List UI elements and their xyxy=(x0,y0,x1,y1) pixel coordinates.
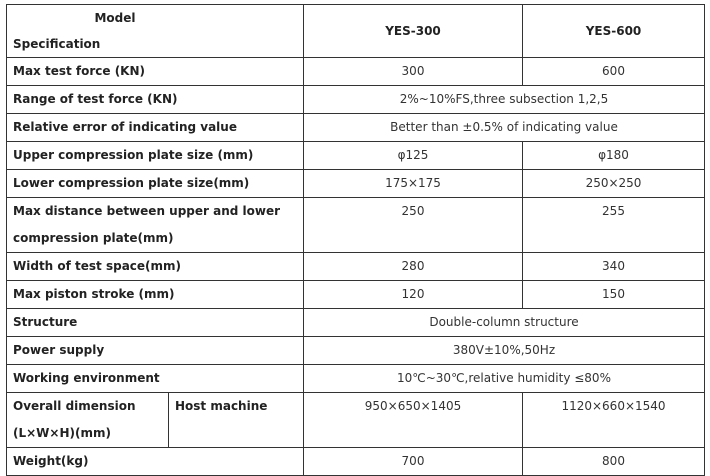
table-row xyxy=(7,365,705,393)
value-yes-600: 600 xyxy=(523,58,705,86)
row-label xyxy=(7,198,304,253)
row-label-line: compression plate(mm) xyxy=(13,231,174,245)
table-row xyxy=(7,309,705,337)
table-row xyxy=(7,142,705,170)
row-label: Width of test space(mm) xyxy=(7,253,304,281)
row-label: Max piston stroke (mm) xyxy=(7,281,304,309)
value-yes-600: 340 xyxy=(523,253,705,281)
header-row xyxy=(7,5,705,58)
table-row xyxy=(7,337,705,365)
row-label-line: Overall dimension xyxy=(13,399,136,413)
value-yes-300: 950×650×1405 xyxy=(304,393,523,448)
value-yes-300: 120 xyxy=(304,281,523,309)
value-yes-600: 250×250 xyxy=(523,170,705,198)
table-row xyxy=(7,86,705,114)
value-yes-300: 700 xyxy=(304,448,523,476)
row-label-line: (L×W×H)(mm) xyxy=(13,426,111,440)
table-row xyxy=(7,393,705,448)
value-yes-300: φ125 xyxy=(304,142,523,170)
table-row xyxy=(7,281,705,309)
value-yes-300: 300 xyxy=(304,58,523,86)
value-yes-600: φ180 xyxy=(523,142,705,170)
row-label: Working environment xyxy=(7,365,304,393)
row-label: Structure xyxy=(7,309,304,337)
value-yes-600: 150 xyxy=(523,281,705,309)
row-label: Max test force (KN) xyxy=(7,58,304,86)
specification-table xyxy=(6,4,705,476)
shared-value: Double-column structure xyxy=(304,309,705,337)
specification-heading: Specification xyxy=(13,37,101,51)
shared-value: 2%~10%FS,three subsection 1,2,5 xyxy=(304,86,705,114)
row-label: Power supply xyxy=(7,337,304,365)
value-yes-300: 280 xyxy=(304,253,523,281)
row-label xyxy=(7,393,169,448)
row-label-line: Max distance between upper and lower xyxy=(13,204,281,218)
row-label: Relative error of indicating value xyxy=(7,114,304,142)
row-label: Weight(kg) xyxy=(7,448,304,476)
row-label: Upper compression plate size (mm) xyxy=(7,142,304,170)
table-row xyxy=(7,114,705,142)
table-row xyxy=(7,170,705,198)
shared-value: 10℃~30℃,relative humidity ≤80% xyxy=(304,365,705,393)
model-heading: Model xyxy=(94,11,136,25)
table-row xyxy=(7,448,705,476)
value-yes-600: 800 xyxy=(523,448,705,476)
model-yes-600-heading: YES-600 xyxy=(523,5,705,58)
table-row xyxy=(7,198,705,253)
value-yes-600: 1120×660×1540 xyxy=(523,393,705,448)
row-sublabel: Host machine xyxy=(169,393,304,448)
row-label: Range of test force (KN) xyxy=(7,86,304,114)
value-yes-600: 255 xyxy=(523,198,705,253)
row-label: Lower compression plate size(mm) xyxy=(7,170,304,198)
value-yes-300: 175×175 xyxy=(304,170,523,198)
table-row xyxy=(7,253,705,281)
shared-value: Better than ±0.5% of indicating value xyxy=(304,114,705,142)
header-model-spec-cell xyxy=(7,5,304,58)
table-row xyxy=(7,58,705,86)
model-yes-300-heading: YES-300 xyxy=(304,5,523,58)
shared-value: 380V±10%,50Hz xyxy=(304,337,705,365)
value-yes-300: 250 xyxy=(304,198,523,253)
